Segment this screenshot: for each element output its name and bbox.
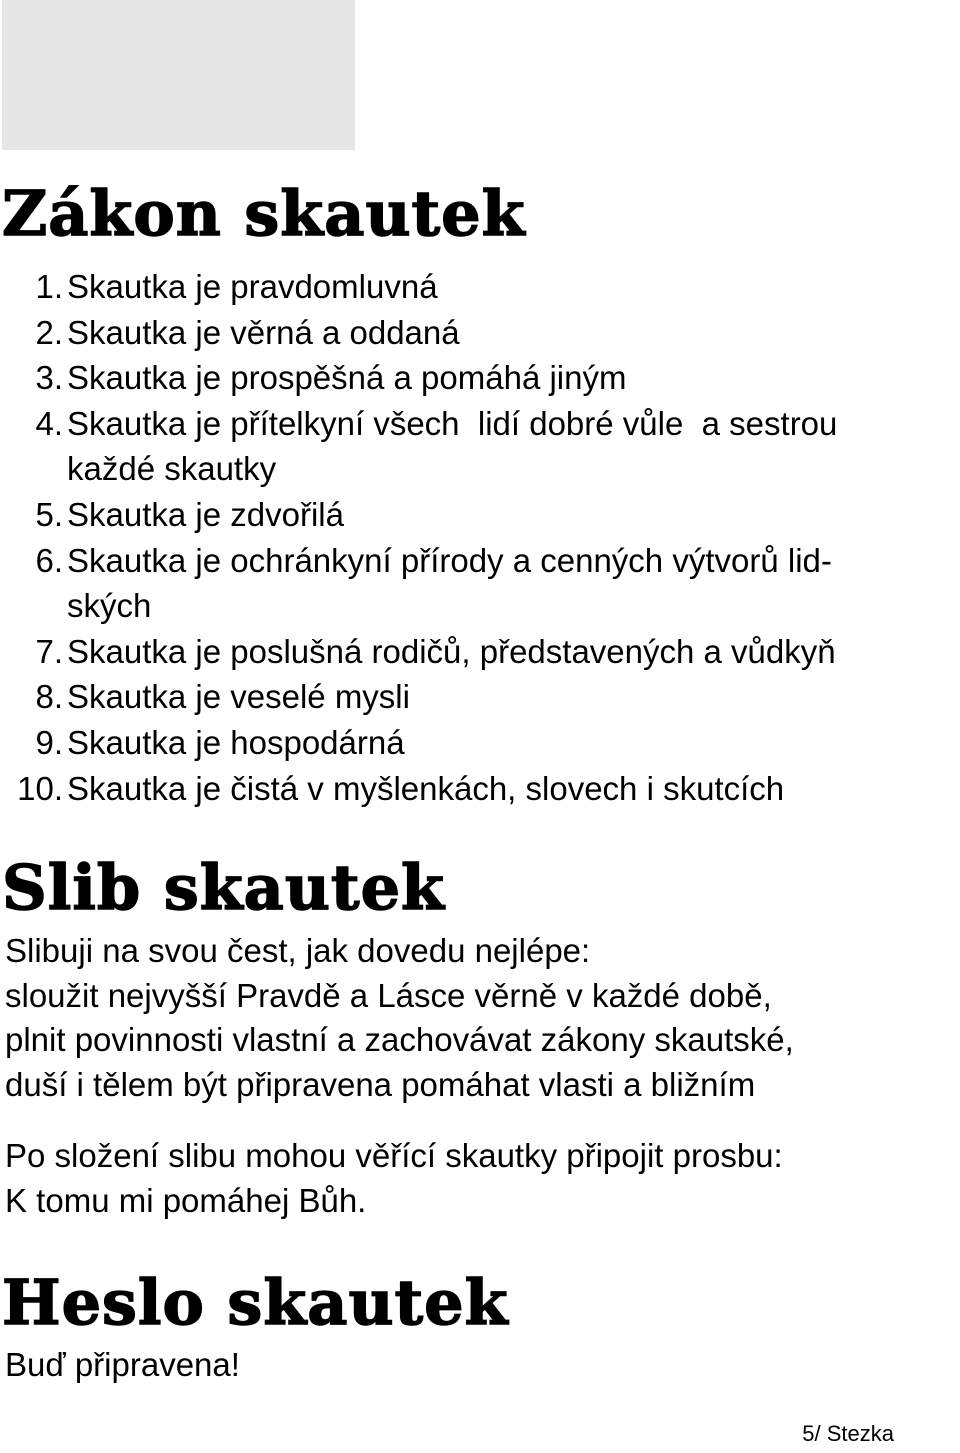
law-item-text: Skautka je prospěšná a pomáhá jiným bbox=[67, 359, 627, 397]
law-item-number: 6. bbox=[35, 541, 63, 579]
promise-line-4: duší i tělem být připravena pomáhat vlasti a bližním bbox=[5, 1065, 756, 1103]
law-list bbox=[0, 264, 960, 811]
promise-line-1: Slibuji na svou čest, jak dovedu nejlépe: bbox=[5, 932, 591, 969]
law-item-9 bbox=[0, 720, 960, 766]
law-item-text: Skautka je věrná a oddaná bbox=[67, 313, 460, 351]
law-item-4 bbox=[0, 401, 960, 492]
promise-text bbox=[5, 929, 794, 1107]
law-item-text: Skautka je pravdomluvná bbox=[67, 268, 438, 305]
law-item-number: 4. bbox=[35, 404, 63, 442]
law-item-text-line-1: Skautka je ochránkyní přírody a cenných výtvorů lid- bbox=[67, 541, 832, 579]
law-item-text: Skautka je poslušná rodičů, představených a vůdkyň bbox=[67, 632, 836, 670]
law-item-text: Skautka je veselé mysli bbox=[67, 678, 410, 716]
law-item-text-line-1: Skautka je přítelkyní všech lidí dobré vůle a sestrou bbox=[67, 404, 838, 442]
law-item-10 bbox=[0, 766, 960, 812]
law-item-number: 8. bbox=[35, 678, 63, 716]
motto-text: Buď připravena! bbox=[5, 1346, 240, 1383]
law-item-number: 9. bbox=[35, 723, 63, 761]
promise-line-2: sloužit nejvyšší Pravdě a Lásce věrně v každé době, bbox=[5, 976, 772, 1014]
law-item-6 bbox=[0, 538, 960, 629]
law-item-text: Skautka je čistá v myšlenkách, slovech i skutcích bbox=[67, 769, 785, 807]
motto-heading: Heslo skautek bbox=[2, 1266, 509, 1339]
promise-line-3: plnit povinnosti vlastní a zachovávat zákony skautské, bbox=[5, 1021, 794, 1059]
law-heading: Zákon skautek bbox=[2, 177, 526, 250]
law-item-7 bbox=[0, 629, 960, 675]
prayer-line-1: Po složení slibu mohou věřící skautky připojit prosbu: bbox=[5, 1137, 783, 1174]
image-placeholder bbox=[2, 0, 355, 150]
law-item-3 bbox=[0, 355, 960, 401]
law-item-5 bbox=[0, 492, 960, 538]
prayer-text bbox=[5, 1134, 783, 1223]
law-item-number: 2. bbox=[35, 313, 63, 351]
law-item-8 bbox=[0, 674, 960, 720]
law-item-text-line-2: každé skautky bbox=[67, 450, 277, 488]
law-item-text-line-2: ských bbox=[67, 587, 152, 625]
prayer-line-2: K tomu mi pomáhej Bůh. bbox=[5, 1181, 367, 1219]
law-item-2 bbox=[0, 310, 960, 356]
page-footer: 5/ Stezka bbox=[802, 1421, 894, 1446]
law-item-number: 1. bbox=[35, 268, 63, 305]
law-item-number: 7. bbox=[35, 632, 63, 670]
law-item-number: 5. bbox=[35, 495, 63, 533]
promise-heading: Slib skautek bbox=[2, 851, 445, 924]
law-item-text: Skautka je hospodárná bbox=[67, 723, 405, 761]
law-item-1 bbox=[0, 264, 960, 310]
law-item-number: 10. bbox=[17, 769, 63, 807]
law-item-number: 3. bbox=[35, 359, 63, 397]
law-item-text: Skautka je zdvořilá bbox=[67, 495, 344, 533]
